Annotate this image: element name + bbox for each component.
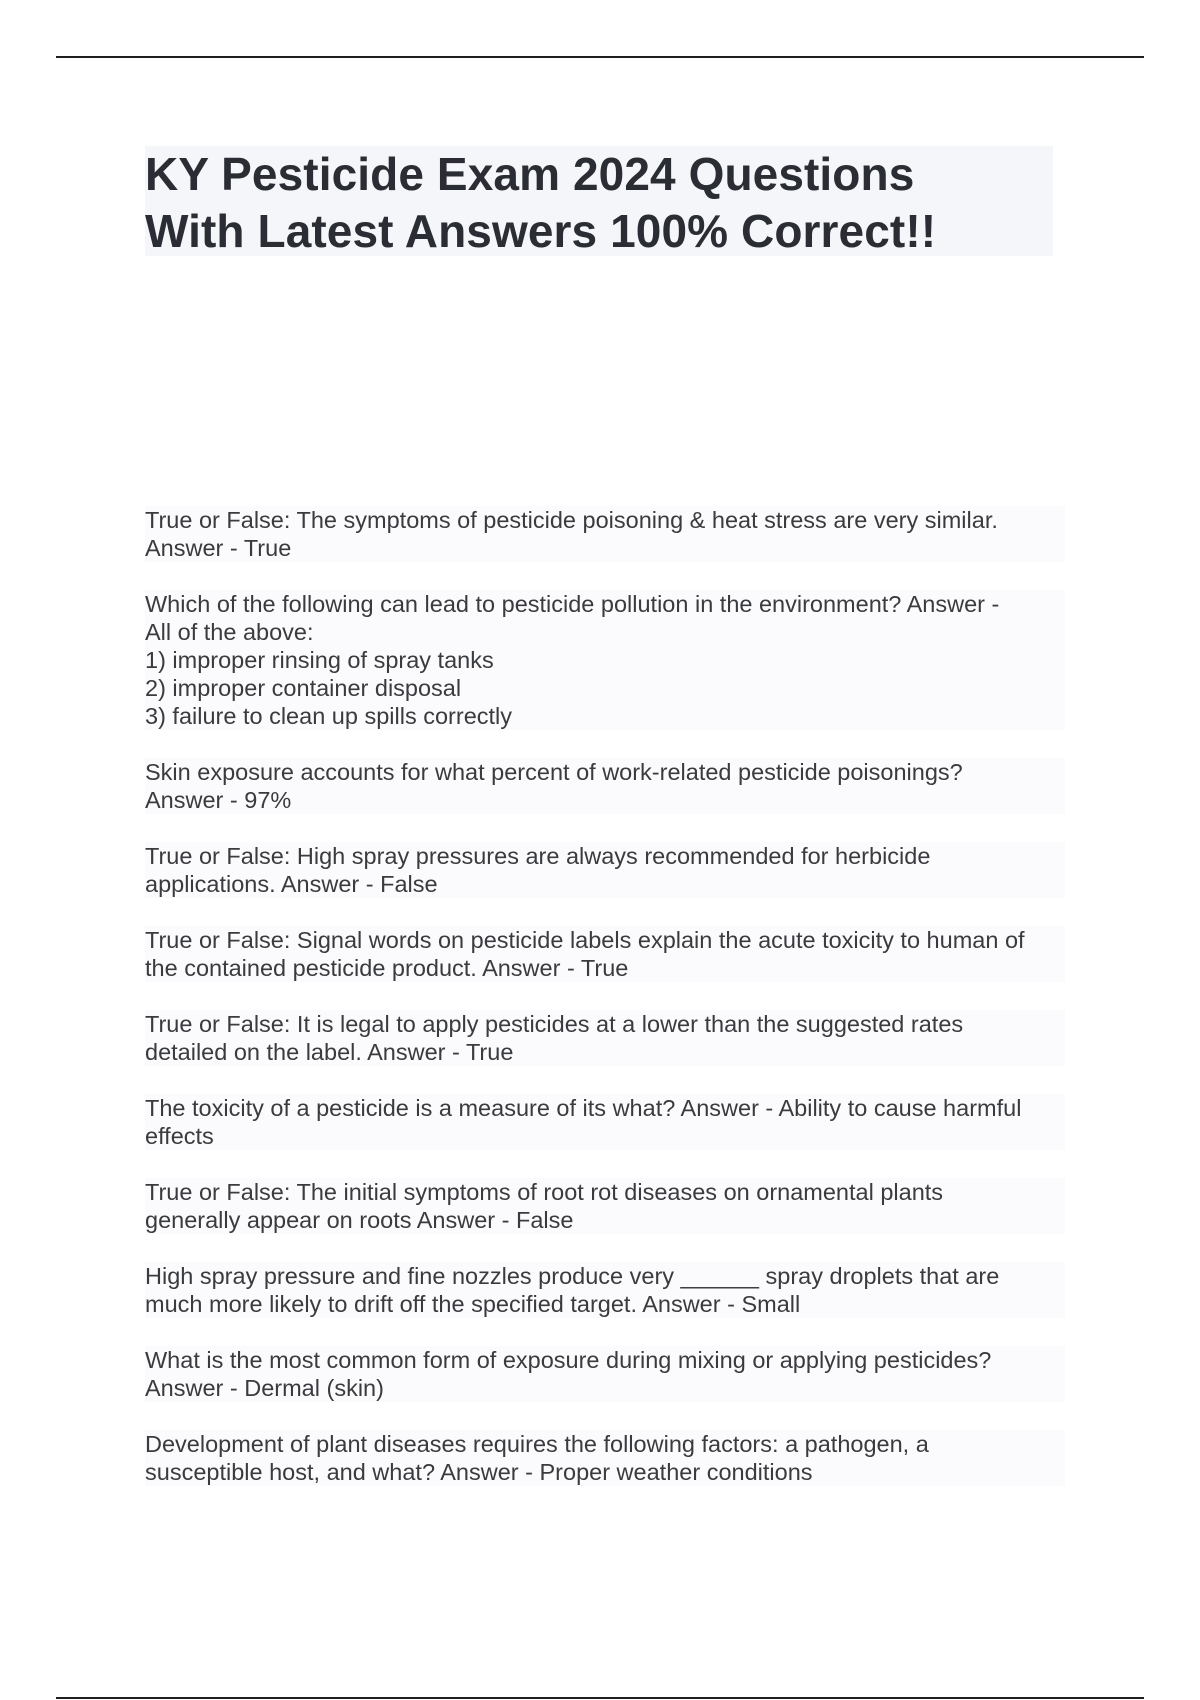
document-title bbox=[145, 146, 1053, 260]
qa-line: True or False: Signal words on pesticide labels explain the acute toxicity to human of bbox=[145, 927, 1025, 953]
title-block bbox=[145, 146, 1053, 256]
qa-line: Answer - 97% bbox=[145, 787, 292, 813]
title-line-1: KY Pesticide Exam 2024 Questions bbox=[145, 148, 915, 200]
qa-line: Answer - True bbox=[145, 535, 292, 561]
qa-item bbox=[145, 1094, 1065, 1150]
qa-line: 2) improper container disposal bbox=[145, 675, 462, 701]
title-line-2: With Latest Answers 100% Correct!! bbox=[145, 205, 937, 257]
qa-line: susceptible host, and what? Answer - Proper weather conditions bbox=[145, 1459, 813, 1485]
qa-line: True or False: High spray pressures are always recommended for herbicide bbox=[145, 843, 931, 869]
qa-line: The toxicity of a pesticide is a measure of its what? Answer - Ability to cause harmful bbox=[145, 1095, 1022, 1121]
qa-line: True or False: The symptoms of pesticide poisoning & heat stress are very similar. bbox=[145, 507, 998, 533]
qa-line: Answer - Dermal (skin) bbox=[145, 1375, 384, 1401]
top-rule bbox=[56, 56, 1144, 58]
qa-item bbox=[145, 1346, 1065, 1402]
qa-line: Development of plant diseases requires the following factors: a pathogen, a bbox=[145, 1431, 929, 1457]
qa-line: applications. Answer - False bbox=[145, 871, 438, 897]
qa-line: 3) failure to clean up spills correctly bbox=[145, 703, 513, 729]
qa-line: High spray pressure and fine nozzles produce very ______ spray droplets that are bbox=[145, 1263, 1000, 1289]
qa-line: True or False: The initial symptoms of root rot diseases on ornamental plants bbox=[145, 1179, 944, 1205]
qa-line: Which of the following can lead to pesticide pollution in the environment? Answer - bbox=[145, 591, 1000, 617]
qa-line: True or False: It is legal to apply pesticides at a lower than the suggested rates bbox=[145, 1011, 964, 1037]
qa-line: the contained pesticide product. Answer - True bbox=[145, 955, 629, 981]
qa-item bbox=[145, 758, 1065, 814]
qa-line: effects bbox=[145, 1123, 214, 1149]
qa-item bbox=[145, 1262, 1065, 1318]
qa-line: much more likely to drift off the specified target. Answer - Small bbox=[145, 1291, 801, 1317]
bottom-rule bbox=[56, 1697, 1144, 1699]
qa-item bbox=[145, 926, 1065, 982]
qa-line: generally appear on roots Answer - False bbox=[145, 1207, 574, 1233]
qa-list bbox=[145, 506, 1065, 1514]
qa-line: Skin exposure accounts for what percent of work-related pesticide poisonings? bbox=[145, 759, 963, 785]
qa-line: 1) improper rinsing of spray tanks bbox=[145, 647, 494, 673]
qa-item bbox=[145, 590, 1065, 730]
qa-line: detailed on the label. Answer - True bbox=[145, 1039, 514, 1065]
qa-item bbox=[145, 842, 1065, 898]
qa-item bbox=[145, 1010, 1065, 1066]
qa-line: What is the most common form of exposure during mixing or applying pesticides? bbox=[145, 1347, 992, 1373]
qa-item bbox=[145, 1178, 1065, 1234]
qa-item bbox=[145, 506, 1065, 562]
qa-line: All of the above: bbox=[145, 619, 314, 645]
qa-item bbox=[145, 1430, 1065, 1486]
